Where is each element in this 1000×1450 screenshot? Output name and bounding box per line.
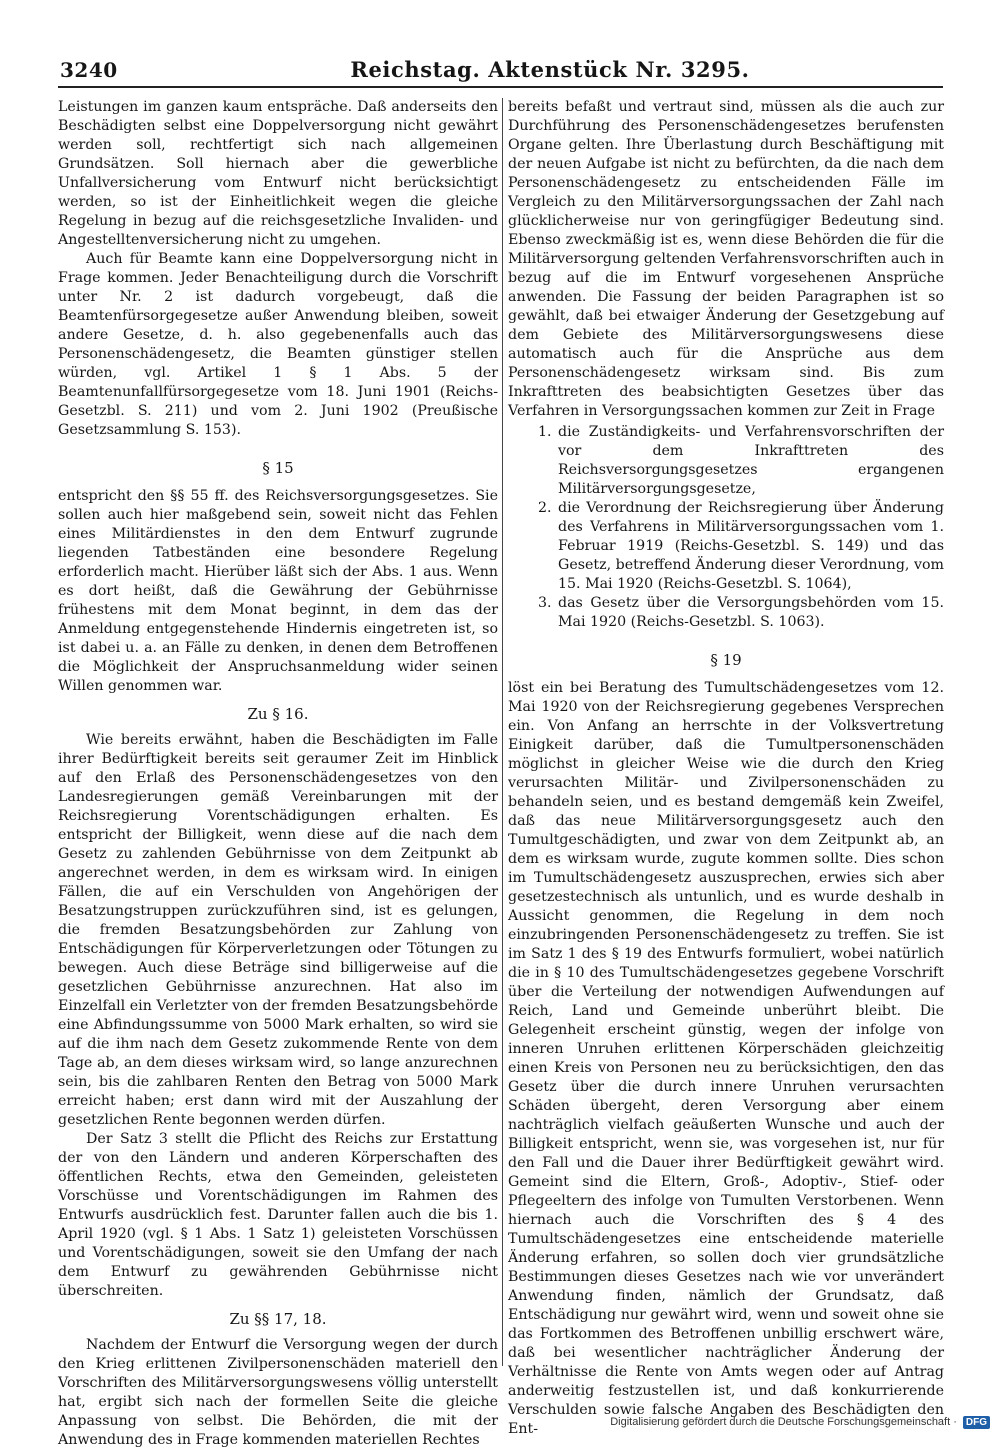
section-heading: § 15: [262, 459, 294, 477]
paragraph: bereits befaßt und vertraut sind, müssen als die auch zur Durchführung des Personenschädengesetzes berufensten Organe gelten. Ihre Überlastung durch Beschäftigung mit der neuen Aufgabe ist nicht zu befürchten, da die nach dem Personenschädengesetz zu entscheidenden Fälle im Vergleich zu den Militärversorgungssachen der Zahl nach glücklicherweise nur von geringfügiger Bedeutung sind. Ebenso zweckmäßig ist es, wenn diese Behörden die für die Militärversorgung geltenden Verfahrensvorschriften auch in bezug auf die im Entwurf vorgesehenen Ansprüche anwenden. Die Fassung der beiden Paragraphen ist so gewählt, daß bei etwaiger Änderung der Gesetzgebung auf dem Gebiete des Militärversorgungswesens diese automatisch auch für die Ansprüche aus dem Personenschädengesetz wirksam sind. Bis zum Inkrafttreten des beabsichtigten Gesetzes über das Verfahren in Versorgungssachen kommen zur Zeit in Frage: [508, 99, 944, 419]
paragraph: Leistungen im ganzen kaum entspräche. Daß anderseits den Beschädigten selbst eine Doppelversorgung nicht gewährt werden soll, rechtfertigt sich nach allgemeinen Grundsätzen. Soll hiernach aber die gewerbliche Unfallversicherung vom Entwurf nicht berücksichtigt werden, so ist der Einheitlichkeit wegen die gleiche Regelung in bezug auf die reichsgesetzliche Invaliden- und Angestelltenversicherung nicht zu umgehen.: [58, 99, 498, 248]
page-number: 3240: [60, 58, 118, 82]
credit-text: Digitalisierung gefördert durch die Deutsche Forschungsgemeinschaft ·: [610, 1416, 957, 1429]
section-heading: Zu § 16.: [247, 705, 309, 723]
list-item: 1. die Zuständigkeits- und Verfahrensvorschriften der vor dem Inkrafttreten des Reichsversorgungsgesetzes ergangenen Militärversorgungsgesetze,: [556, 423, 944, 499]
list-item: 3. das Gesetz über die Versorgungsbehörden vom 15. Mai 1920 (Reichs-Gesetzbl. S. 1063).: [556, 594, 944, 632]
page-title: Reichstag. Aktenstück Nr. 3295.: [350, 57, 750, 82]
section-heading: § 19: [710, 651, 742, 669]
paragraph: Der Satz 3 stellt die Pflicht des Reichs zur Erstattung der von den Ländern und anderen Körperschaften des öffentlichen Rechts, etwa den Gemeinden, geleisteten Vorschüsse und Vorentschädigungen im Rahmen des Entwurfs ausdrücklich fest. Darunter fallen auch die bis 1. April 1920 (vgl. § 1 Abs. 1 Satz 1) geleisteten Vorschüssen und Vorentschädigungen, soweit sie den Umfang der nach dem Entwurf zu gewährenden Gebührnisse nicht überschreiten.: [58, 1131, 498, 1299]
paragraph: Nachdem der Entwurf die Versorgung wegen der durch den Krieg erlittenen Zivilpersonenschäden materiell den Vorschriften des Militärversorgungswesens völlig unterstellt hat, ergibt sich nach der formellen Seite die gleiche Anpassung von selbst. Die Behörden, die mit der Anwendung des in Frage kommenden materiellen Rechtes: [58, 1337, 498, 1448]
paragraph: Wie bereits erwähnt, haben die Beschädigten im Falle ihrer Bedürftigkeit bereits seit geraumer Zeit im Hinblick auf den Erlaß des Personenschädengesetzes von den Landesregierungen gemäß Vereinbarungen mit der Reichsregierung Vorentschädigungen erhalten. Es entspricht der Billigkeit, wenn diese auf die nach dem Gesetz zu zahlenden Gebührnisse von dem Zeitpunkt ab angerechnet werden, in dem es wirksam wird. In einigen Fällen, die auf ein Verschulden von Angehörigen der Besatzungstruppen zurückzuführen sind, ist es gelungen, die fremden Besatzungsbehörden zur Zahlung von Entschädigungen für Körperverletzungen oder Tötungen zu bewegen. Auch diese Beträge sind billigerweise auf die gesetzlichen Gebührnisse anzurechnen. Hat also im Einzelfall ein Verletzter von der fremden Besatzungsbehörde eine Abfindungssumme von 5000 Mark erhalten, so wird sie auf die ihm nach dem Gesetz zukommende Rente von dem Tage ab, an dem dieses wirksam wird, so lange anzurechnen sein, bis die zahlbaren Renten den Betrag von 5000 Mark erreicht haben; erst dann wird mit der Auszahlung der gesetzlichen Rente begonnen werden dürfen.: [58, 732, 498, 1128]
left-column: [58, 98, 498, 1450]
paragraph: entspricht den §§ 55 ff. des Reichsversorgungsgesetzes. Sie sollen auch hier maßgebend sein, soweit nicht das Fehlen eines Militärdienstes in den dem Entwurf zugrunde liegenden Tatbeständen eine besondere Regelung erforderlich macht. Hierüber läßt sich der Abs. 1 aus. Wenn es dort heißt, daß die Gewährung der Gebührnisse frühestens mit dem Monat beginnt, in dem das der Anmeldung entgegenstehende Hindernis eingetreten ist, so ist dabei u. a. an Fälle zu denken, in denen dem Betroffenen die Möglichkeit der Anspruchsanmeldung wider seinen Willen genommen war.: [58, 488, 498, 694]
running-head: [60, 58, 950, 84]
column-divider: [502, 98, 503, 1366]
enumerated-list: [508, 423, 944, 632]
list-item: 2. die Verordnung der Reichsregierung über Änderung des Verfahrens in Militärversorgungssachen vom 1. Februar 1919 (Reichs-Gesetzbl. S. 149) und das Gesetz, betreffend Änderung dieser Verordnung, vom 15. Mai 1920 (Reichs-Gesetzbl. S. 1064),: [556, 499, 944, 594]
header-rule: [58, 86, 943, 88]
right-column: [508, 98, 944, 1439]
dfg-logo-icon: DFG: [963, 1416, 990, 1429]
paragraph: Auch für Beamte kann eine Doppelversorgung nicht in Frage kommen. Jeder Benachteiligung durch die Vorschrift unter Nr. 2 ist dadurch vorgebeugt, daß die Beamtenfürsorgegesetze außer Anwendung bleiben, soweit andere Gesetze, d. h. also gegebenenfalls auch das Personenschädengesetz, die Beamten günstiger stellen würden, vgl. Artikel 1 § 1 Abs. 5 der Beamtenunfallfürsorgegesetze vom 18. Juni 1901 (Reichs-Gesetzbl. S. 211) und vom 2. Juni 1902 (Preußische Gesetzsammlung S. 153).: [58, 251, 498, 438]
section-heading: Zu §§ 17, 18.: [229, 1310, 327, 1328]
paragraph: löst ein bei Beratung des Tumultschädengesetzes vom 12. Mai 1920 von der Reichsregierung gegebenes Versprechen ein. Von Anfang an herrschte in der Volksvertretung Einigkeit darüber, daß die Tumultpersonenschäden möglichst in gleicher Weise wie die durch den Krieg verursachten Militär- und Zivilpersonenschäden zu behandeln seien, und es bestand demgemäß kein Zweifel, daß das neue Militärversorgungsgesetz auch den Tumultgeschädigten, und zwar von dem Zeitpunkt ab, an dem es wirksam wurde, zugute kommen sollte. Dies schon im Tumultschädengesetz auszusprechen, erwies sich aber gesetzestechnisch als untunlich, und es wurde deshalb in Aussicht genommen, die Regelung in dem noch einzubringenden Personenschädengesetz zu treffen. Sie ist im Satz 1 des § 19 des Entwurfs formuliert, wobei natürlich die in § 10 des Tumultschädengesetzes gegebene Vorschrift über die Verteilung der notwendigen Aufwendungen auf Reich, Land und Gemeinde unberührt bleibt. Die Gelegenheit erscheint günstig, wegen der infolge von inneren Unruhen erlittenen Körperschäden gleichzeitig einen Kreis von Personen neu zu berücksichtigen, den das Gesetz über die durch innere Unruhen verursachten Schäden übergeht, deren Versorgung aber einem nachträglich vielfach geäußerten Wunsche und auch der Billigkeit entspricht, wenn sie, was vorgesehen ist, nur für den Fall und die Dauer ihrer Bedürftigkeit gewährt wird. Gemeint sind die Eltern, Groß-, Adoptiv-, Stief- oder Pflegeeltern des infolge von Tumulten Verstorbenen. Wenn hiernach auch die Vorschriften des § 4 des Tumultschädengesetzes eine entscheidende materielle Änderung erfahren, so sollen doch vier grundsätzliche Bestimmungen dieses Gesetzes nach wie vor unverändert Anwendung finden, nämlich der Grundsatz, daß Entschädigung nur gewährt wird, wenn und soweit ohne sie das Fortkommen des Betroffenen unbillig erschwert wäre, daß bei wesentlicher nachträglicher Änderung der Verhältnisse die Rente von Amts wegen oder auf Antrag anderweitig festzustellen ist, und daß konkurrierende Verschulden sowie falsche Angaben des Beschädigten den Ent-: [508, 680, 944, 1437]
digitization-credit: [610, 1414, 990, 1430]
